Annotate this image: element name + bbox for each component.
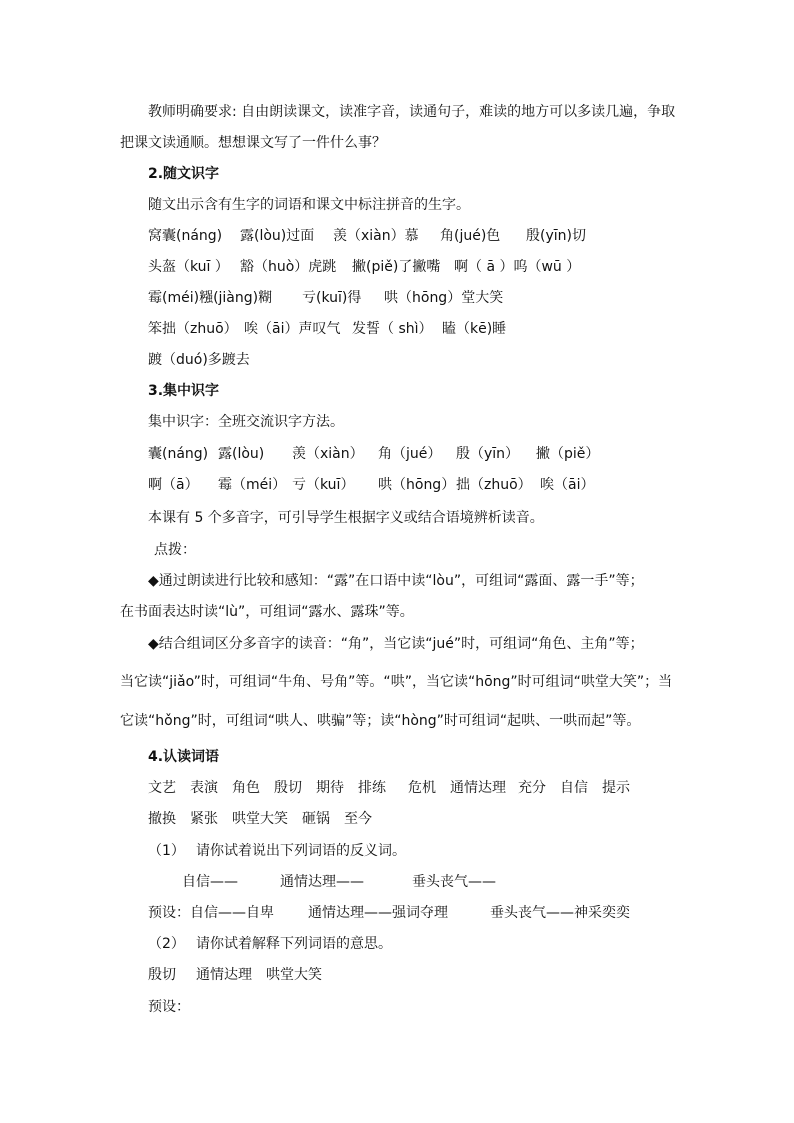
char-item: 豁（huò）虎跳 xyxy=(240,259,337,275)
section-heading-text: 3.集中识字 xyxy=(148,383,220,399)
answer-item: 预设： xyxy=(148,999,190,1015)
word-item: 撤换 xyxy=(148,811,176,827)
question-number: （2） xyxy=(148,936,185,952)
char-item: 踱（duó)多踱去 xyxy=(148,352,250,368)
question-text: 请你试着解释下列词语的意思。 xyxy=(196,936,392,952)
char-item: 殷（yīn） xyxy=(456,446,520,462)
char-item: 霉（méi） xyxy=(218,477,287,493)
paragraph-text: ◆通过朗读进行比较和感知：“露”在口语中读“lòu”，可组词“露面、露一手”等； xyxy=(148,573,644,589)
section-desc-text: 集中识字：全班交流识字方法。 xyxy=(148,414,344,430)
paragraph-text: 在书面表达时读“lù”，可组词“露水、露珠”等。 xyxy=(120,604,414,620)
char-item: 哄（hōng） xyxy=(378,477,456,493)
word-item: 砸锅 xyxy=(302,811,330,827)
char-item: 撇(piě)了撇嘴 xyxy=(352,259,441,275)
question-number: （1） xyxy=(148,843,185,859)
word-item: 哄堂大笑 xyxy=(232,811,288,827)
char-item: 唉（āi）声叹气 xyxy=(244,321,341,337)
word-item: 自信 xyxy=(560,780,588,796)
char-item: 啊（ā） xyxy=(148,477,199,493)
answer-item: 预设：自信——自卑 xyxy=(148,905,274,921)
intro-text: 把课文读通顺。想想课文写了一件什么事？ xyxy=(120,135,386,151)
word-item: 危机 xyxy=(408,780,436,796)
char-item: 殷(yīn)切 xyxy=(526,228,586,244)
char-item: 唉（āi） xyxy=(540,477,595,493)
char-item: 露(lòu)过面 xyxy=(240,228,315,244)
paragraph-text: ◆结合组词区分多音字的读音：“角”，当它读“jué”时，可组词“角色、主角”等； xyxy=(148,636,644,652)
word-item: 通情达理 xyxy=(196,967,252,983)
char-item: 角(jué)色 xyxy=(440,228,501,244)
word-item: 排练 xyxy=(358,780,386,796)
word-item: 通情达理 xyxy=(450,780,506,796)
answer-item: 通情达理——强词夺理 xyxy=(308,905,448,921)
word-item: 角色 xyxy=(232,780,260,796)
word-item: 文艺 xyxy=(148,780,176,796)
word-item: 殷切 xyxy=(274,780,302,796)
word-item: 提示 xyxy=(602,780,630,796)
char-item: 发誓（ shì） xyxy=(352,321,433,337)
char-item: 囊(náng) xyxy=(148,446,209,462)
word-item: 表演 xyxy=(190,780,218,796)
char-item: 露(lòu) xyxy=(218,446,265,462)
antonym-item: 自信—— xyxy=(182,874,238,890)
char-item: 窝囊(náng) xyxy=(148,228,223,244)
question-text: 请你试着说出下列词语的反义词。 xyxy=(196,843,406,859)
word-item: 紧张 xyxy=(190,811,218,827)
char-item: 亏(kuī)得 xyxy=(302,290,362,306)
antonym-item: 通情达理—— xyxy=(280,874,364,890)
word-item: 哄堂大笑 xyxy=(266,967,322,983)
char-item: 霉(méi)糨(jiàng)糊 xyxy=(148,290,273,306)
char-item: 头盔（kuī ） xyxy=(148,259,229,275)
char-item: 撇（piě） xyxy=(536,446,600,462)
section-heading-text: 4.认读词语 xyxy=(148,749,220,765)
word-item: 至今 xyxy=(344,811,372,827)
section-desc-text: 随文出示含有生字的词语和课文中标注拼音的生字。 xyxy=(148,197,470,213)
char-item: 拙（zhuō） xyxy=(456,477,532,493)
antonym-item: 垂头丧气—— xyxy=(412,874,496,890)
tip-label: 点拨： xyxy=(154,542,196,558)
answer-item: 垂头丧气——神采奕奕 xyxy=(490,905,630,921)
section-heading-text: 2.随文识字 xyxy=(148,166,220,182)
char-item: 啊（ ā ）呜（wū ） xyxy=(454,259,581,275)
paragraph-text: 当它读“jiǎo”时，可组词“牛角、号角”等。“哄”，当它读“hōng”时可组词“哄堂大笑”；当 xyxy=(120,674,673,690)
char-item: 羡（xiàn）慕 xyxy=(333,228,419,244)
paragraph-text: 它读“hǒng”时，可组词“哄人、哄骗”等；读“hòng”时可组词“起哄、一哄而起”等。 xyxy=(120,713,641,729)
word-item: 充分 xyxy=(518,780,546,796)
char-item: 角（jué） xyxy=(378,446,442,462)
char-item: 笨拙（zhuō） xyxy=(148,321,238,337)
char-item: 羡（xiàn） xyxy=(292,446,364,462)
char-item: 瞌（kē)睡 xyxy=(442,321,507,337)
char-item: 哄（hōng）堂大笑 xyxy=(384,290,504,306)
char-item: 亏（kuī） xyxy=(292,477,355,493)
note-text: 本课有 5 个多音字，可引导学生根据字义或结合语境辨析读音。 xyxy=(148,510,544,526)
intro-text: 教师明确要求: 自由朗读课文，读准字音，读通句子，难读的地方可以多读几遍，争取 xyxy=(148,104,676,120)
word-item: 期待 xyxy=(316,780,344,796)
word-item: 殷切 xyxy=(148,967,176,983)
